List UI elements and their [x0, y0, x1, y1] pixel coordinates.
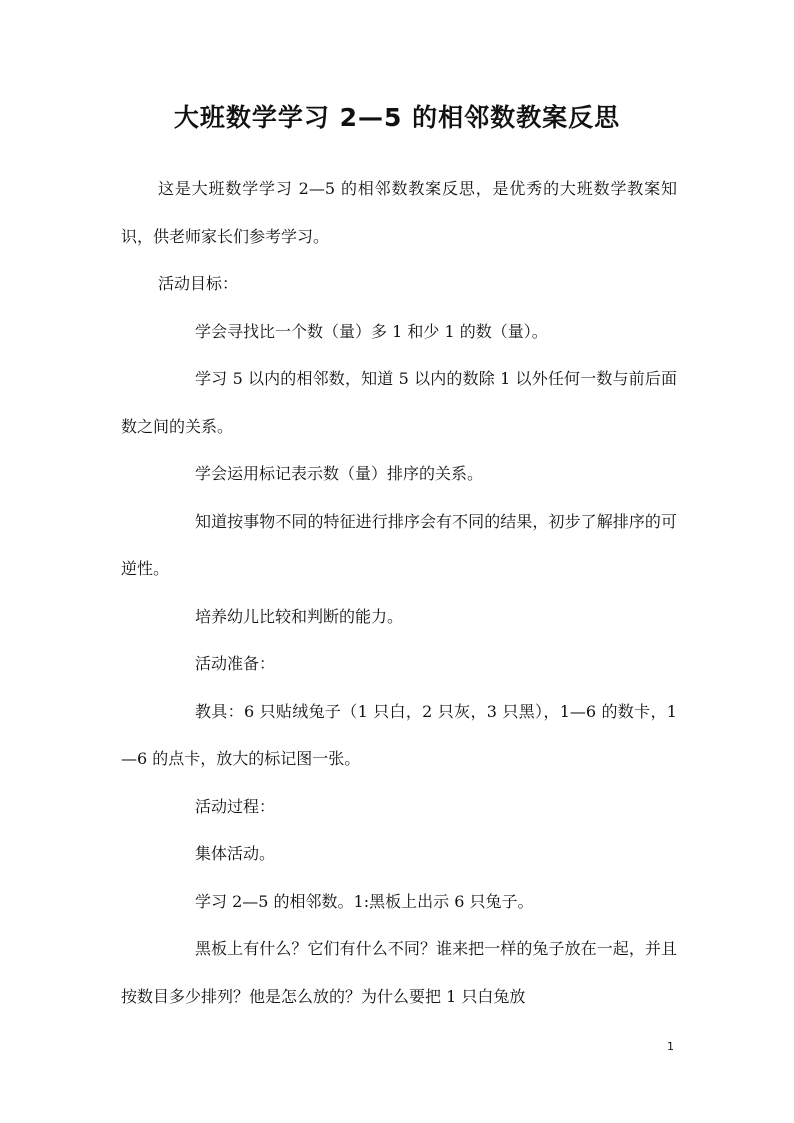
goal-item: 培养幼儿比较和判断的能力。: [195, 606, 404, 626]
section-heading-process: 活动过程：: [195, 796, 276, 816]
goal-item: 学会寻找比一个数（量）多 1 和少 1 的数（量）。: [195, 321, 548, 341]
process-paragraph: 黑板上有什么？它们有什么不同？谁来把一样的兔子放在一起，并且按数目多少排列？他是怎么放的？为什么要把 1 只白兔放: [121, 939, 677, 1006]
document-body: [121, 165, 677, 1020]
page-number: 1: [667, 1040, 674, 1053]
process-paragraph: 学习 2—5 的相邻数。1:黑板上出示 6 只兔子。: [195, 891, 534, 911]
preparation-paragraph: 教具：6 只贴绒兔子（1 只白，2 只灰，3 只黑），1—6 的数卡，1—6 的点卡，放大的标记图一张。: [121, 701, 677, 768]
process-paragraph: 集体活动。: [195, 844, 276, 863]
goal-item: 学习 5 以内的相邻数，知道 5 以内的数除 1 以外任何一数与前后面数之间的关系。: [121, 369, 677, 436]
goal-item: 学会运用标记表示数（量）排序的关系。: [195, 464, 484, 483]
intro-paragraph: 这是大班数学学习 2—5 的相邻数教案反思，是优秀的大班数学教案知识，供老师家长们参考学习。: [121, 179, 677, 246]
document-title: 大班数学学习 2—5 的相邻数教案反思: [173, 103, 621, 132]
section-heading-goals: 活动目标：: [158, 274, 239, 293]
section-heading-preparation: 活动准备：: [195, 654, 276, 673]
goal-item: 知道按事物不同的特征进行排序会有不同的结果，初步了解排序的可逆性。: [121, 511, 677, 578]
